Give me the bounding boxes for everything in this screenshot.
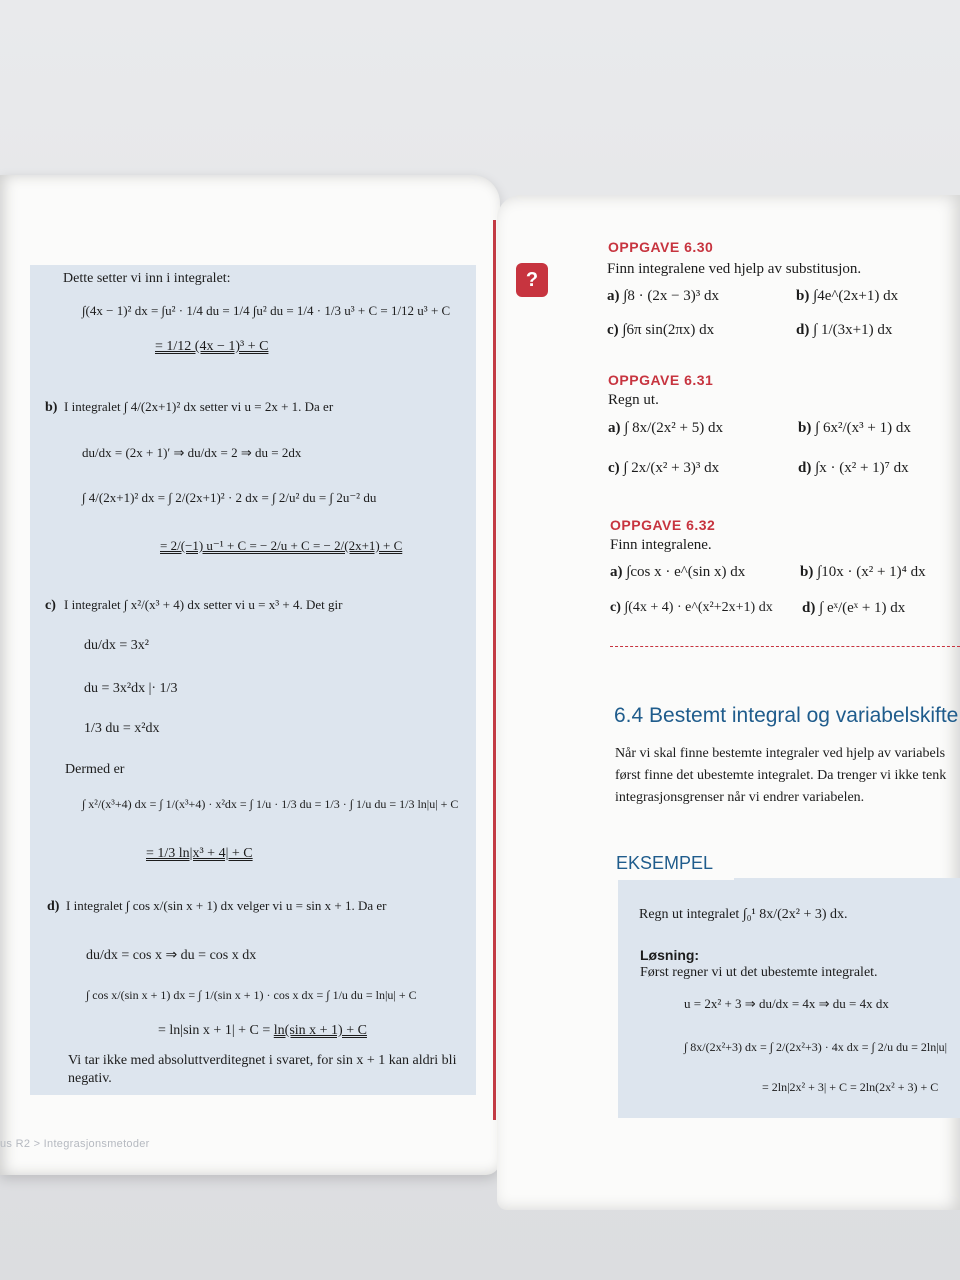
oppgave-631-c: c) ∫ 2x/(x² + 3)³ dx [608,460,720,476]
oppgave-631-text: Regn ut. [608,392,659,408]
section-divider [610,646,960,647]
part-b-label: b) [45,400,58,415]
oppgave-632-b: b) ∫10x · (x² + 1)⁴ dx [800,564,926,580]
part-b-line2: ∫ 4/(2x+1)² dx = ∫ 2/(2x+1)² · 2 dx = ∫ 2/u² du = ∫ 2u⁻² du [82,490,377,505]
part-d-line1: du/dx = cos x ⇒ du = cos x dx [86,948,257,963]
example-first-step: Først regner vi ut det ubestemte integralet. [640,965,878,980]
oppgave-630-a: a) ∫8 · (2x − 3)³ dx [607,288,720,304]
part-b-line1: du/dx = (2x + 1)′ ⇒ du/dx = 2 ⇒ du = 2dx [82,445,302,460]
oppgave-632-title: OPPGAVE 6.32 [610,517,716,533]
oppgave-630-c: c) ∫6π sin(2πx) dx [607,322,715,338]
example-solution-label: Løsning: [640,947,700,963]
example-line1: u = 2x² + 3 ⇒ du/dx = 4x ⇒ du = 4x dx [684,996,889,1011]
page-footer: us R2 > Integrasjonsmetoder [0,1138,150,1150]
oppgave-632-a: a) ∫cos x · e^(sin x) dx [610,564,746,580]
solution-a-line1: ∫(4x − 1)² dx = ∫u² · 1/4 du = 1/4 ∫u² du = 1/4 · 1/3 u³ + C = 1/12 u³ + C [82,303,451,318]
oppgave-632-text: Finn integralene. [610,537,712,553]
oppgave-630-d: d) ∫ 1/(3x+1) dx [796,322,893,338]
part-c-result: = 1/3 ln|x³ + 4| + C [146,846,253,861]
part-b-text: I integralet ∫ 4/(2x+1)² dx setter vi u = 2x + 1. Da er [64,399,334,414]
oppgave-631-d: d) ∫x · (x² + 1)⁷ dx [798,460,909,476]
intro-text: Dette setter vi inn i integralet: [63,271,231,286]
solution-a-result: = 1/12 (4x − 1)³ + C [155,339,269,354]
part-c-line3: 1/3 du = x²dx [84,721,160,736]
oppgave-630-b: b) ∫4e^(2x+1) dx [796,288,899,304]
part-c-dermed: Dermed er [65,762,125,777]
part-b-result: = 2/(−1) u⁻¹ + C = − 2/u + C = − 2/(2x+1) + C [160,538,403,553]
part-c-line4: ∫ x²/(x³+4) dx = ∫ 1/(x³+4) · x²dx = ∫ 1/u · 1/3 du = 1/3 · ∫ 1/u du = 1/3 ln|u| + C [82,797,459,811]
oppgave-631-a: a) ∫ 8x/(2x² + 5) dx [608,420,723,436]
part-d-note: Vi tar ikke med absoluttverditegnet i svaret, for sin x + 1 kan aldri bli negativ. [68,1053,457,1086]
question-icon: ? [516,263,548,297]
part-d-text: I integralet ∫ cos x/(sin x + 1) dx velger vi u = sin x + 1. Da er [66,898,387,913]
oppgave-630-text: Finn integralene ved hjelp av substitusjon. [607,261,862,277]
example-task: Regn ut integralet ∫₀¹ 8x/(2x² + 3) dx. [639,907,848,922]
section-text-line1: Når vi skal finne bestemte integraler ved hjelp av variabels [615,746,946,761]
oppgave-631-b: b) ∫ 6x²/(x³ + 1) dx [798,420,911,436]
page-edge-stripe [493,220,496,1120]
example-tab: EKSEMPEL [612,846,734,880]
example-line2: ∫ 8x/(2x²+3) dx = ∫ 2/(2x²+3) · 4x dx = ∫ 2/u du = 2ln|u| [684,1040,948,1054]
section-text-line3: integrasjonsgrenser når vi endrer variabelen. [615,790,865,805]
part-c-line1: du/dx = 3x² [84,638,149,653]
part-d-line2: ∫ cos x/(sin x + 1) dx = ∫ 1/(sin x + 1) · cos x dx = ∫ 1/u du = ln|u| + C [86,988,417,1002]
part-d-line3: = ln|sin x + 1| + C = ln(sin x + 1) + C [158,1023,367,1038]
oppgave-632-c: c) ∫(4x + 4) · e^(x²+2x+1) dx [610,600,773,615]
part-c-line2: du = 3x²dx |· 1/3 [84,681,178,696]
oppgave-632-d: d) ∫ eˣ/(eˣ + 1) dx [802,600,906,616]
section-title: 6.4 Bestemt integral og variabelskifte [614,704,959,727]
part-c-label: c) [45,598,56,613]
part-d-label: d) [47,899,60,914]
part-c-text: I integralet ∫ x²/(x³ + 4) dx setter vi u = x³ + 4. Det gir [64,597,343,612]
oppgave-631-title: OPPGAVE 6.31 [608,372,714,388]
oppgave-630-title: OPPGAVE 6.30 [608,239,714,255]
example-line3: = 2ln|2x² + 3| + C = 2ln(2x² + 3) + C [762,1080,939,1094]
section-text-line2: først finne det ubestemte integralet. Da trenger vi ikke tenk [615,768,947,783]
